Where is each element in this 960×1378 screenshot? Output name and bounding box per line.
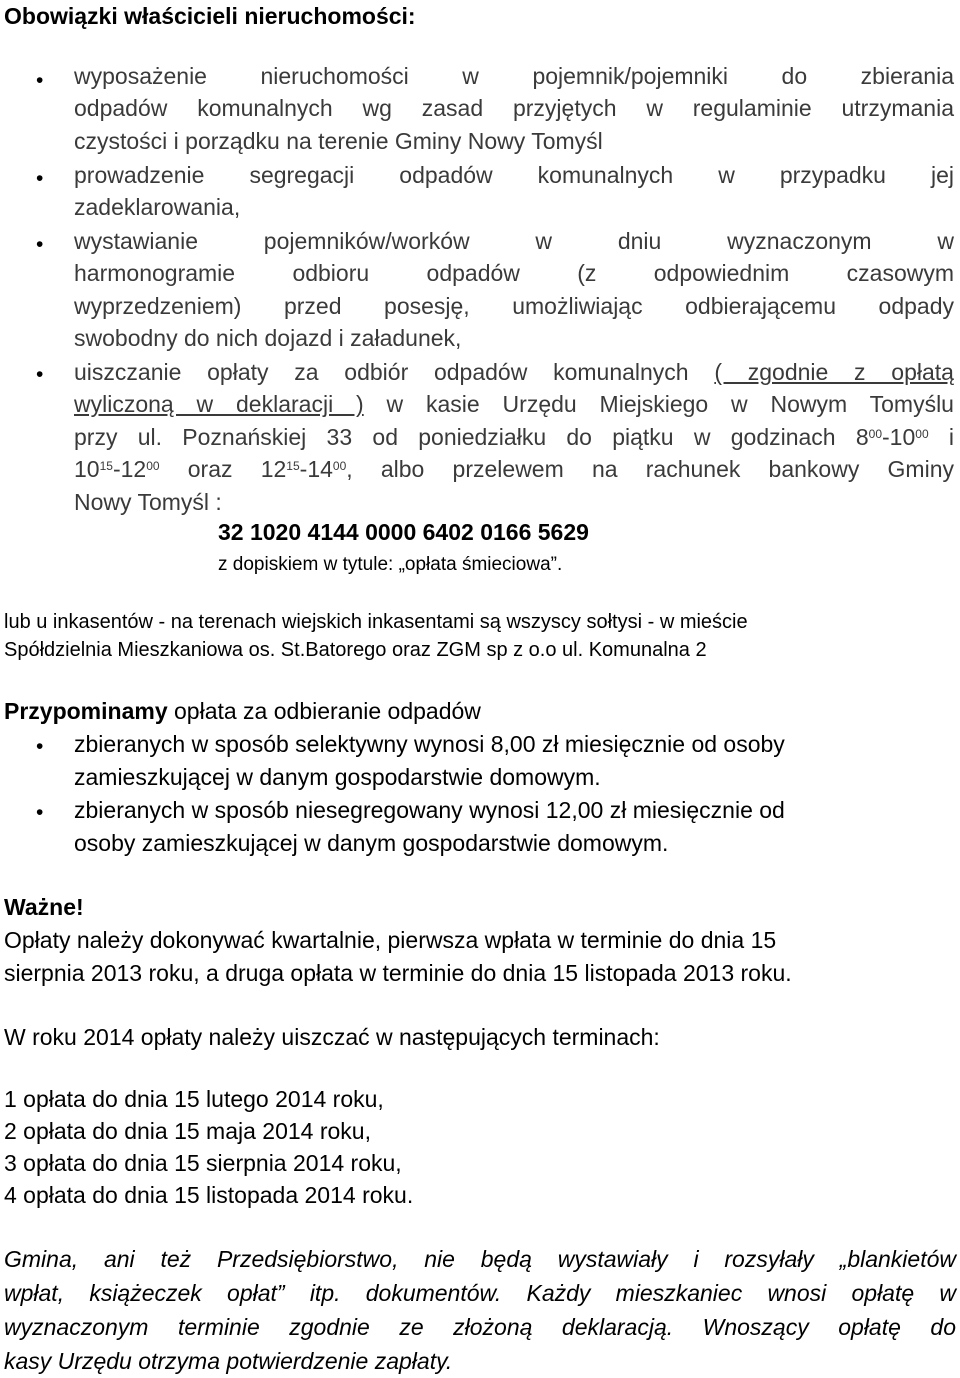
reminder-1-line: zamieszkującej w danym gospodarstwie domowym. <box>74 764 601 790</box>
reminder-1-line: zbieranych w sposób selektywny wynosi 8,00 zł miesięcznie od osoby <box>74 731 785 757</box>
reminder-2-line: zbieranych w sposób niesegregowany wynosi 12,00 zł miesięcznie od <box>74 797 785 823</box>
page-heading: Obowiązki właścicieli nieruchomości: <box>4 3 416 29</box>
bullet: • <box>36 69 44 92</box>
year-2014-intro: W roku 2014 opłaty należy uiszczać w następujących terminach: <box>4 1024 660 1050</box>
notice-line: kasy Urzędu otrzyma potwierdzenie zapłaty. <box>4 1348 453 1374</box>
bullet: • <box>36 233 44 256</box>
duty-3-line: wystawianie pojemników/worków w dniu wyznaczonym w <box>74 228 954 254</box>
notice-line: wpłat, książeczek opłat” itp. dokumentów. Każdy mieszkaniec wnosi opłatę w <box>4 1280 956 1306</box>
duty-3-line: swobodny do nich dojazd i załadunek, <box>74 325 462 352</box>
collectors-line: Spółdzielnia Mieszkaniowa os. St.Batorego oraz ZGM sp z o.o ul. Komunalna 2 <box>4 639 707 661</box>
bank-account-number: 32 1020 4144 0000 6402 0166 5629 <box>218 519 589 545</box>
duty-4-line-5: Nowy Tomyśl : <box>74 488 222 515</box>
duty-3-line: harmonogramie odbioru odpadów (z odpowiednim czasowym <box>74 260 954 287</box>
duty-4-line-2: wyliczoną w deklaracji ) w kasie Urzędu Miejskiego w Nowym Tomyślu <box>74 391 954 418</box>
payment-line: 3 opłata do dnia 15 sierpnia 2014 roku, <box>4 1150 402 1176</box>
notice-block <box>4 1242 956 1378</box>
duty-4-line-4: $10^{15}-12^{00}$ oraz $12^{15}-14^{00}$, albo przelewem na rachunek bankowy Gminy <box>74 456 954 483</box>
bullet: • <box>36 363 44 386</box>
payment-line: 1 opłata do dnia 15 lutego 2014 roku, <box>4 1086 384 1112</box>
bullet: • <box>36 735 44 758</box>
payment-line: 4 opłata do dnia 15 listopada 2014 roku. <box>4 1182 414 1208</box>
notice-line: wyznaczonym terminie zgodnie ze złożoną deklaracją. Wnoszący opłatę do <box>4 1314 956 1340</box>
duty-1-line: czystości i porządku na terenie Gminy Nowy Tomyśl <box>74 127 603 154</box>
payment-line: 2 opłata do dnia 15 maja 2014 roku, <box>4 1118 371 1144</box>
bullet: • <box>36 167 44 190</box>
duty-4-line-3: przy ul. Poznańskiej 33 od poniedziałku do piątku w godzinach $8^{00}-10^{00}$ i <box>74 423 954 450</box>
important-title: Ważne! <box>4 894 84 920</box>
duty-4-line-1: uiszczanie opłaty za odbiór odpadów komunalnych ( zgodnie z opłatą <box>74 359 954 385</box>
bullet: • <box>36 801 44 824</box>
reminder-2-line: osoby zamieszkującej w danym gospodarstwie domowym. <box>74 830 669 856</box>
duty-2-line: zadeklarowania, <box>74 194 241 221</box>
duty-1-line: wyposażenie nieruchomości w pojemnik/pojemniki do zbierania <box>74 63 954 89</box>
reminder-heading: Przypominamy opłata za odbieranie odpadów <box>4 698 481 724</box>
important-line: Opłaty należy dokonywać kwartalnie, pierwsza wpłata w terminie do dnia 15 <box>4 927 777 953</box>
duty-1-line: odpadów komunalnych wg zasad przyjętych w regulaminie utrzymania <box>74 95 954 122</box>
duty-2-line: prowadzenie segregacji odpadów komunalnych w przypadku jej <box>74 162 954 188</box>
collectors-line: lub u inkasentów - na terenach wiejskich inkasentami są wszyscy sołtysi - w mieście <box>4 611 748 633</box>
duty-3-line: wyprzedzeniem) przed posesję, umożliwiając odbierającemu odpady <box>74 292 954 319</box>
notice-line: Gmina, ani też Przedsiębiorstwo, nie będą wystawiały i rozsyłały „blankietów <box>4 1246 956 1272</box>
important-line: sierpnia 2013 roku, a druga opłata w terminie do dnia 15 listopada 2013 roku. <box>4 960 792 986</box>
transfer-title-note: z dopiskiem w tytule: „opłata śmieciowa”. <box>218 554 563 575</box>
